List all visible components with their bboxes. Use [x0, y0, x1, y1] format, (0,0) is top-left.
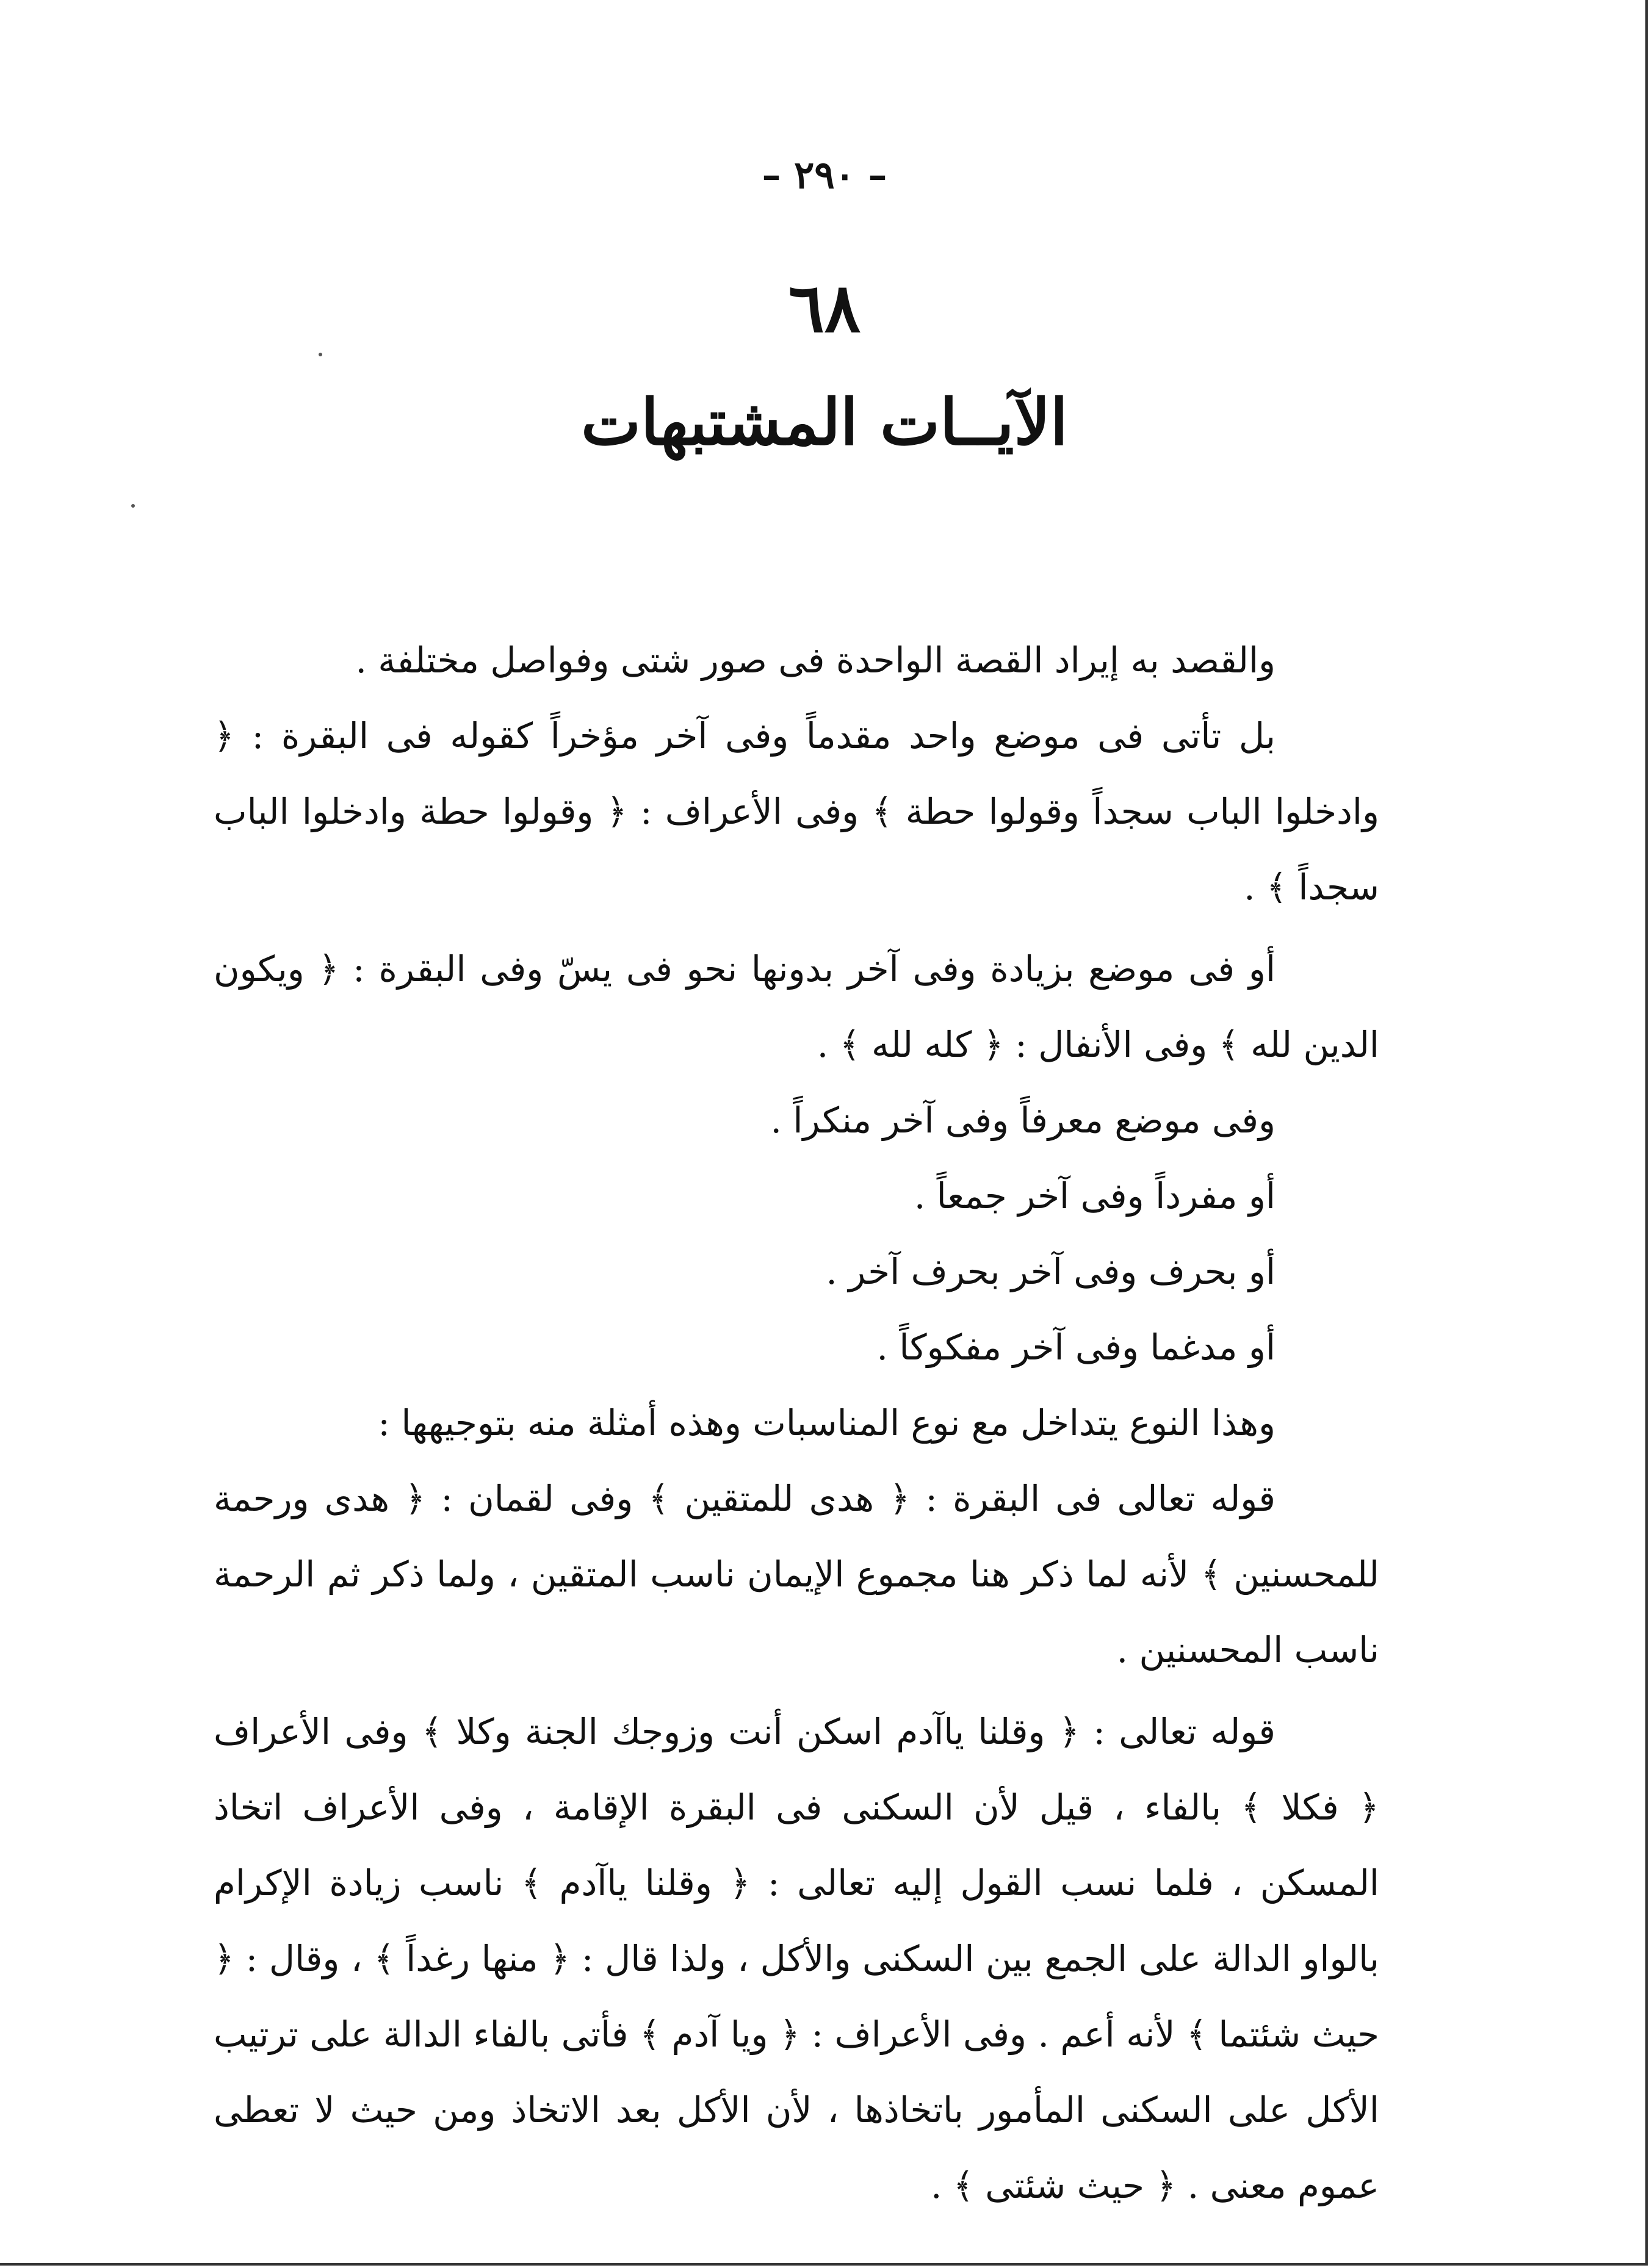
paragraph: وهذا النوع يتداخل مع نوع المناسبات وهذه أمثلة منه بتوجيهها :	[378, 1402, 1276, 1444]
chapter-number: ٦٨	[788, 268, 861, 347]
paragraph: أو فى موضع بزيادة وفى آخر بدونها نحو فى يسّ وفى البقرة : ﴿ ويكون الدين لله ﴾ وفى الأنفال : ﴿ كله لله ﴾ .	[214, 948, 1379, 1065]
paragraph: قوله تعالى فى البقرة : ﴿ هدى للمتقين ﴾ وفى لقمان : ﴿ هدى ورحمة للمحسنين ﴾ لأنه لما ذكر هنا مجموع الإيمان ناسب المتقين ، ولما ذكر ثم الرحمة ناسب المحسنين .	[214, 1478, 1379, 1671]
chapter-title: الآيــات المشتبهات	[581, 384, 1068, 459]
paragraph: قوله تعالى : ﴿ وقلنا ياآدم اسكن أنت وزوجك الجنة وكلا ﴾ وفى الأعراف ﴿ فكلا ﴾ بالفاء ، قيل لأن السكنى فى البقرة الإقامة ، وفى الأعراف اتخاذ المسكن ، فلما نسب القول إليه تعالى : ﴿ وقلنا ياآدم ﴾ ناسب زيادة الإكرام بالواو الدالة على الجمع بين السكنى والأكل ، ولذا قال : ﴿ منها رغداً ﴾ ، وقال : ﴿ حيث شئتما ﴾ لأنه أعم . وفى الأعراف : ﴿ ويا آدم ﴾ فأتى بالفاء الدالة على ترتيب الأكل على السكنى المأمور باتخاذها ، لأن الأكل بعد الاتخاذ ومن حيث لا تعطى عموم معنى . ﴿ حيث شئتى ﴾ .	[214, 1711, 1379, 2206]
paragraph: أو مدغما وفى آخر مفكوكاً .	[876, 1327, 1276, 1368]
paragraph: أو مفرداً وفى آخر جمعاً .	[914, 1175, 1276, 1217]
paragraph: وفى موضع معرفاً وفى آخر منكراً .	[770, 1100, 1276, 1141]
paragraph: بل تأتى فى موضع واحد مقدماً وفى آخر مؤخراً كقوله فى البقرة : ﴿ وادخلوا الباب سجداً وقولوا حطة ﴾ وفى الأعراف : ﴿ وقولوا حطة وادخلوا الباب سجداً ﴾ .	[214, 715, 1379, 908]
paragraph: أو بحرف وفى آخر بحرف آخر .	[826, 1251, 1276, 1292]
scan-speck	[319, 353, 322, 356]
paragraph: والقصد به إيراد القصة الواحدة فى صور شتى وفواصل مختلفة .	[355, 639, 1276, 681]
page-number: – ٢٩٠ –	[762, 153, 887, 197]
scan-speck	[131, 504, 135, 508]
body-text	[214, 622, 1379, 2223]
